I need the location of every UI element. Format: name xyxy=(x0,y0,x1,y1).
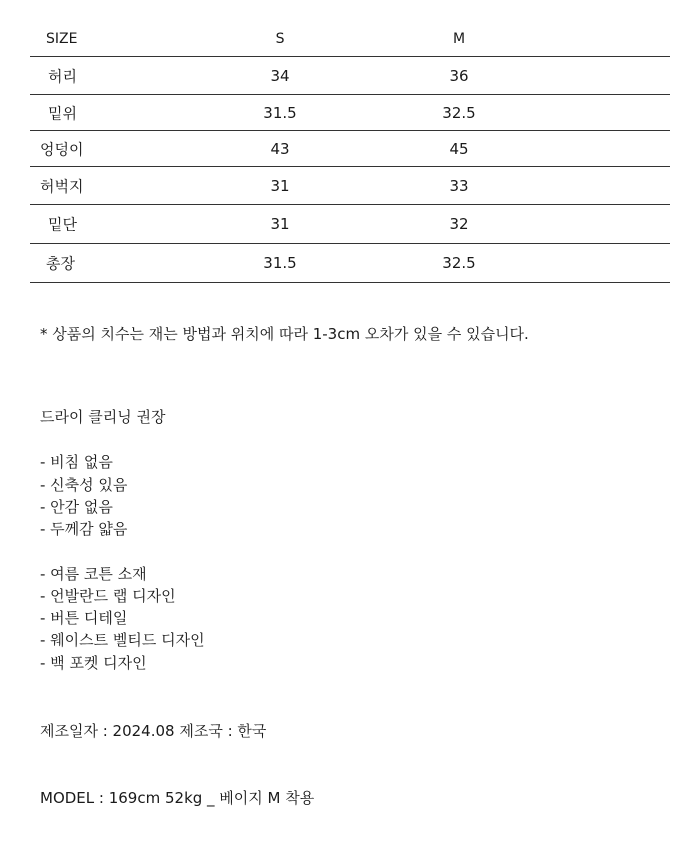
feature-item: - 두께감 얇음 xyxy=(40,520,128,538)
feature-item: - 백 포켓 디자인 xyxy=(40,654,147,672)
feature-item: - 언발란드 랩 디자인 xyxy=(40,587,176,605)
row-label: 총장 xyxy=(46,254,75,273)
model-info: MODEL : 169cm 52kg _ 베이지 M 착용 xyxy=(40,789,315,807)
row-label: 허벅지 xyxy=(40,177,84,195)
care-instruction: 드라이 클리닝 권장 xyxy=(40,408,166,426)
feature-item: - 버튼 디테일 xyxy=(40,609,128,627)
header-size: SIZE xyxy=(46,31,78,47)
measurement-note: * 상품의 치수는 재는 방법과 위치에 따라 1-3cm 오차가 있을 수 있습니다. xyxy=(40,325,529,343)
size-table-header: SIZE S M xyxy=(30,22,670,57)
feature-item: - 웨이스트 벨티드 디자인 xyxy=(40,631,205,649)
table-row: 허리 34 36 xyxy=(30,57,670,95)
feature-item: - 안감 없음 xyxy=(40,498,113,516)
row-label: 밑단 xyxy=(48,215,77,234)
row-label: 밑위 xyxy=(48,104,77,122)
feature-item: - 신축성 있음 xyxy=(40,476,128,494)
feature-item: - 여름 코튼 소재 xyxy=(40,565,147,583)
size-table xyxy=(30,22,670,283)
table-row: 엉덩이 43 45 xyxy=(30,131,670,167)
table-row: 총장 31.5 32.5 xyxy=(30,244,670,283)
feature-item: - 비침 없음 xyxy=(40,453,113,471)
row-label: 엉덩이 xyxy=(40,140,84,158)
table-row: 밑위 31.5 32.5 xyxy=(30,95,670,131)
row-label: 허리 xyxy=(48,67,77,85)
table-row: 허벅지 31 33 xyxy=(30,167,670,205)
manufacture-info: 제조일자 : 2024.08 제조국 : 한국 xyxy=(40,722,267,740)
table-row: 밑단 31 32 xyxy=(30,205,670,244)
